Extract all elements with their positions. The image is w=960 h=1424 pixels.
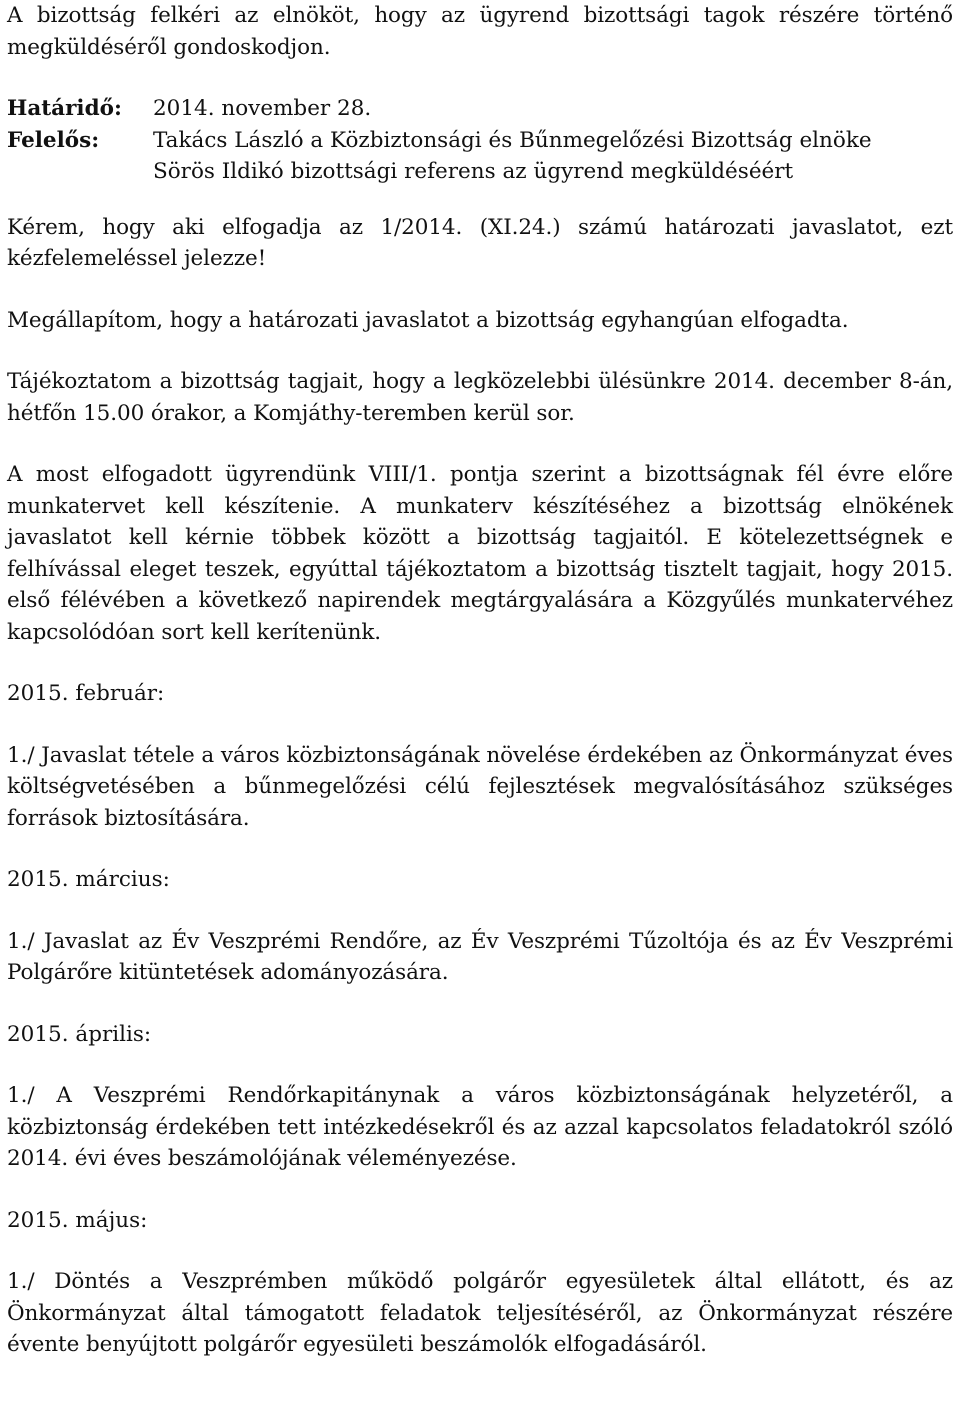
responsible-row-2 xyxy=(7,156,953,188)
agenda-month-may: 2015. május: xyxy=(7,1207,148,1233)
responsible-line-2: Sörös Ildikó bizottsági referens az ügyrend megküldéséért xyxy=(153,159,794,184)
intro-paragraph: A bizottság felkéri az elnököt, hogy az ügyrend bizottsági tagok részére történő megküldéséről gondoskodjon. xyxy=(7,3,953,60)
next-meeting-paragraph: Tájékoztatom a bizottság tagjait, hogy a legközelebbi ülésünkre 2014. december 8-án, hétfőn 15.00 órakor, a Komjáthy-teremben kerül sor. xyxy=(7,369,953,426)
agenda-item-april: 1./ A Veszprémi Rendőrkapitánynak a város közbiztonságának helyzetéről, a közbiztonság érdekében tett intézkedésekről és az azzal kapcsolatos feladatokról szóló 2014. évi éves beszámolójának véleményezése. xyxy=(7,1083,953,1171)
statement-paragraph: Megállapítom, hogy a határozati javaslatot a bizottság egyhangúan elfogadta. xyxy=(7,307,849,333)
document-page xyxy=(7,0,953,1361)
agenda-item-march: 1./ Javaslat az Év Veszprémi Rendőre, az Év Veszprémi Tűzoltója és az Év Veszprémi Polgárőre kitüntetések adományozására. xyxy=(7,928,953,985)
deadline-label: Határidő: xyxy=(7,96,122,121)
responsible-label: Felelős: xyxy=(7,127,100,153)
agenda-item-may: 1./ Döntés a Veszprémben működő polgárőr egyesületek által ellátott, és az Önkormányzat által támogatott feladatok teljesítéséről, az Önkormányzat részére évente benyújtott polgárőr egyesületi beszámolók elfogadásáról. xyxy=(7,1269,953,1357)
deadline-row xyxy=(7,93,953,125)
responsible-row xyxy=(7,125,953,157)
agenda-item-february: 1./ Javaslat tétele a város közbiztonságának növelése érdekében az Önkormányzat éves költségvetésében a bűnmegelőzési célú fejlesztések megvalósításához szükséges források biztosítására. xyxy=(7,742,953,831)
agenda-month-february: 2015. február: xyxy=(7,681,165,706)
vote-request-paragraph: Kérem, hogy aki elfogadja az 1/2014. (XI.24.) számú határozati javaslatot, ezt kézfelemeléssel jelezze! xyxy=(7,214,953,271)
agenda-month-april: 2015. április: xyxy=(7,1021,152,1047)
deadline-value: 2014. november 28. xyxy=(153,96,372,121)
responsible-line-1: Takács László a Közbiztonsági és Bűnmegelőzési Bizottság elnöke xyxy=(153,127,872,153)
work-plan-paragraph: A most elfogadott ügyrendünk VIII/1. pontja szerint a bizottságnak fél évre előre munkatervet kell készítenie. A munkaterv készítéséhez a bizottság elnökének javaslatot kell kérnie többek között a bizottság tagjaitól. E kötelezettségnek e felhívással eleget teszek, egyúttal tájékoztatom a bizottság tisztelt tagjait, hogy 2015. első félévében a következő napirendek megtárgyalására a Közgyűlés munkatervéhez kapcsolódóan sort kell kerítenünk. xyxy=(7,462,953,645)
agenda-month-march: 2015. március: xyxy=(7,867,170,892)
